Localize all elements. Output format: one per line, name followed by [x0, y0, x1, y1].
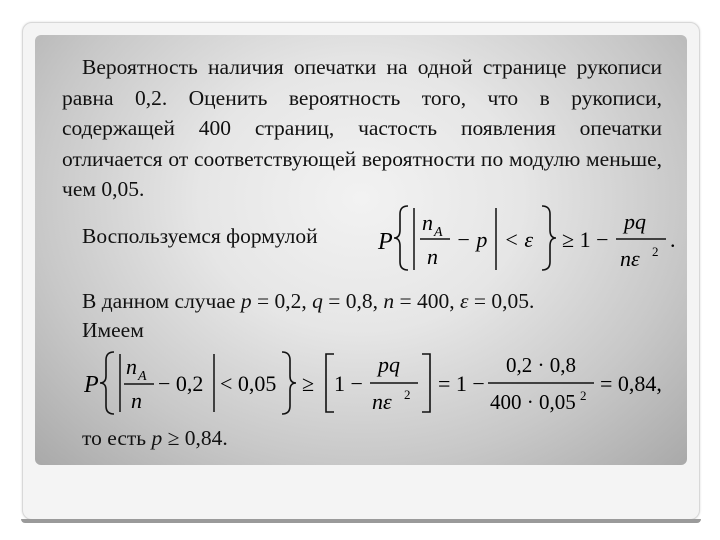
formula1-pq: pq	[624, 209, 646, 234]
formula1-sq: 2	[652, 244, 659, 259]
have-label: Имеем	[82, 318, 144, 342]
formula-intro: Воспользуемся формулой	[82, 224, 318, 248]
left-brace-2	[100, 352, 114, 414]
case-prefix: В данном случае	[82, 289, 236, 313]
formula1-den-n: n	[427, 244, 438, 269]
formula2-one-minus: 1 −	[334, 371, 363, 396]
conclusion-ineq: ≥ 0,84.	[167, 426, 228, 450]
formula1-lt-eps: < ε	[504, 227, 534, 252]
case-eps-var: ε	[460, 289, 469, 313]
case-p-val: = 0,2,	[251, 289, 313, 313]
case-n-var: n	[383, 289, 395, 313]
left-bracket	[326, 354, 334, 412]
formula2-n-eps: nε	[372, 389, 392, 414]
right-brace	[542, 206, 556, 270]
formula2-den-sq: 2	[580, 388, 587, 403]
formula2-num: 0,2 · 0,8	[506, 353, 576, 377]
case-q-val: = 0,8,	[322, 289, 384, 313]
formula2-pq: pq	[378, 352, 400, 377]
formula2-lt-val: < 0,05	[220, 371, 277, 396]
left-brace	[394, 206, 408, 270]
conclusion-p-var: p	[151, 426, 163, 450]
formula2-sq: 2	[404, 387, 411, 402]
formula1-nA: n	[422, 210, 433, 235]
formula2-P: P	[84, 372, 99, 398]
formula1-minus-p: − p	[456, 227, 488, 252]
formula2-ge: ≥	[302, 371, 315, 396]
formula1-n-eps: nε	[620, 246, 640, 271]
formula2-den: 400 · 0,05	[490, 390, 576, 414]
case-q-var: q	[312, 289, 323, 313]
case-line	[82, 289, 534, 314]
computation-formula	[84, 350, 684, 420]
conclusion-prefix: то есть	[82, 426, 147, 450]
case-n-val: = 400,	[394, 289, 460, 313]
case-eps-val: = 0,05.	[468, 289, 535, 313]
problem-statement: Вероятность наличия опечатки на одной странице рукописи равна 0,2. Оценить вероятность того, что в рукописи, содержащей 400 страниц, частость появления опечатки отличается от соответствующей вероятности по модулю меньше, чем 0,05.	[62, 55, 662, 201]
formula2-den-n: n	[131, 388, 142, 413]
conclusion-line	[82, 426, 228, 451]
right-bracket	[422, 354, 430, 412]
case-p-var: p	[240, 289, 252, 313]
formula2-result: = 0,84,	[600, 371, 662, 396]
right-brace-2	[282, 352, 296, 414]
formula2-nA-sub: A	[138, 369, 147, 384]
chebyshev-formula	[372, 200, 682, 276]
formula1-nA-sub: A	[434, 225, 443, 240]
formula1-P: P	[378, 229, 393, 255]
formula2-nA: n	[126, 354, 137, 379]
formula2-eq-one-minus: = 1 −	[438, 371, 485, 396]
formula1-ge-one-minus: ≥ 1 −	[562, 227, 609, 252]
formula2-minus-val: − 0,2	[158, 371, 204, 396]
formula1-end: .	[670, 227, 676, 252]
